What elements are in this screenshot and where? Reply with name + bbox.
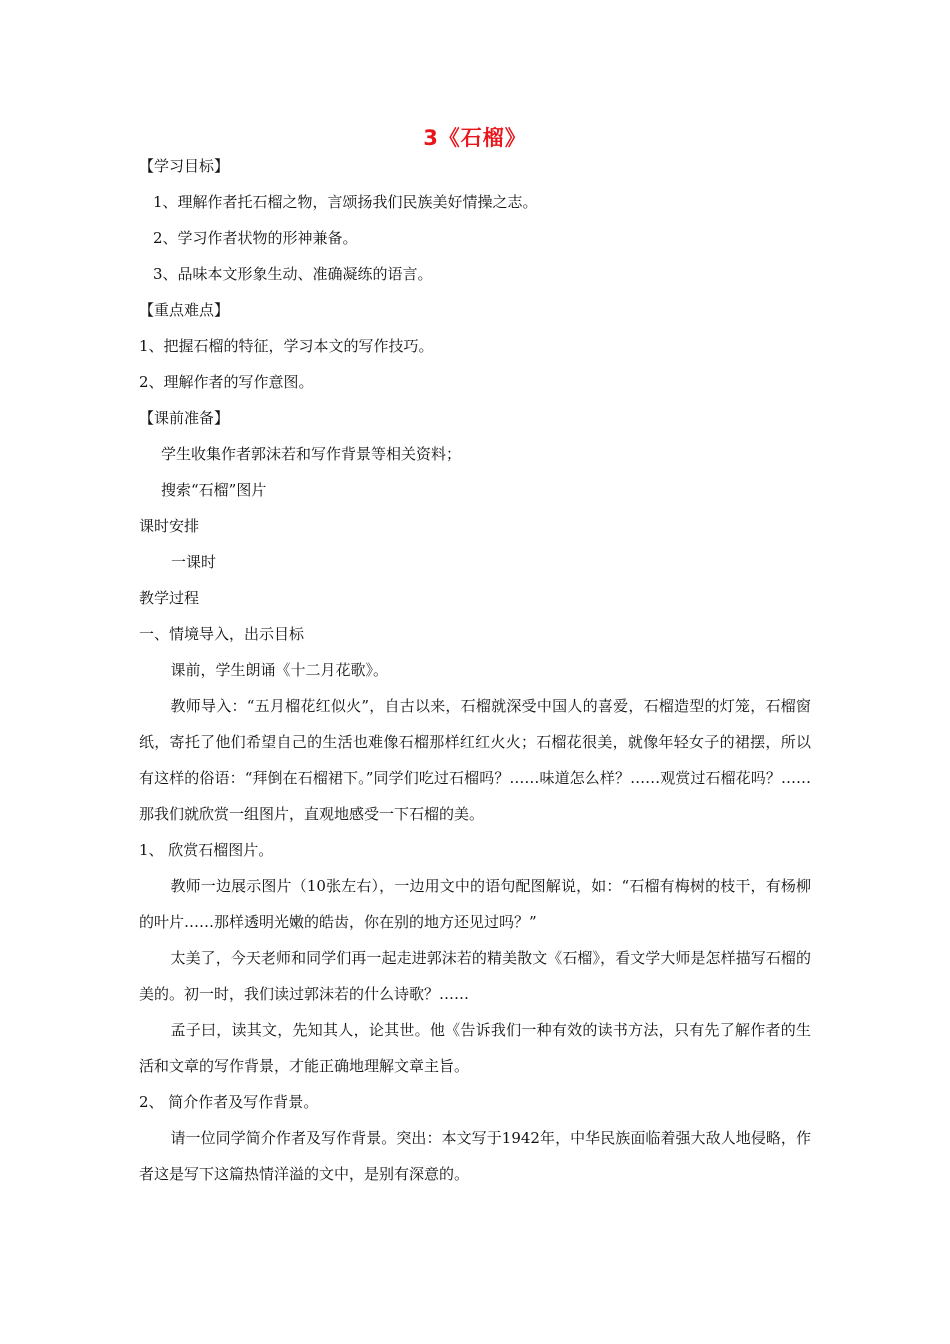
preparation-item: 搜索“石榴”图片 (161, 481, 267, 499)
process-paragraph: 孟子曰，读其文，先知其人，论其世。他《告诉我们一种有效的读书方法，只有先了解作者的生活和文章的写作背景，才能正确地理解文章主旨。 (139, 1021, 811, 1075)
schedule-heading: 课时安排 (139, 517, 200, 535)
objective-item: 2、学习作者状物的形神兼备。 (153, 229, 358, 247)
key-point-item: 1、把握石榴的特征，学习本文的写作技巧。 (139, 337, 434, 355)
process-paragraph: 太美了，今天老师和同学们再一起走进郭沫若的精美散文《石榴》，看文学大师是怎样描写石榴的美的。初一时，我们读过郭沫若的什么诗歌？…… (139, 949, 811, 1003)
preparation-item: 学生收集作者郭沫若和写作背景等相关资料； (161, 445, 462, 463)
process-subheading: 2、 简介作者及写作背景。 (139, 1093, 319, 1111)
objective-item: 3、品味本文形象生动、准确凝练的语言。 (153, 265, 433, 283)
process-paragraph: 教师一边展示图片（10张左右），一边用文中的语句配图解说，如：“石榴有梅树的枝干，有杨柳的叶片……那样透明光嫩的皓齿，你在别的地方还见过吗？” (139, 877, 811, 931)
document-body (139, 148, 811, 1192)
process-subheading: 1、 欣赏石榴图片。 (139, 841, 274, 859)
objectives-heading: 【学习目标】 (139, 157, 230, 175)
document-title: 3《石榴》 (423, 126, 527, 150)
process-step-heading: 一、情境导入，出示目标 (139, 625, 305, 643)
process-heading: 教学过程 (139, 589, 200, 607)
objective-item: 1、理解作者托石榴之物，言颂扬我们民族美好情操之志。 (153, 193, 538, 211)
process-paragraph: 课前，学生朗诵《十二月花歌》。 (170, 661, 389, 679)
key-points-heading: 【重点难点】 (139, 301, 230, 319)
process-paragraph: 请一位同学简介作者及写作背景。突出：本文写于1942年，中华民族面临着强大敌人地侵略，作者这是写下这篇热情洋溢的文中，是别有深意的。 (139, 1129, 811, 1183)
preparation-heading: 【课前准备】 (139, 409, 230, 427)
key-point-item: 2、理解作者的写作意图。 (139, 373, 314, 391)
schedule-value: 一课时 (171, 553, 217, 571)
process-paragraph: 教师导入：“五月榴花红似火”，自古以来，石榴就深受中国人的喜爱，石榴造型的灯笼，石榴窗纸，寄托了他们希望自己的生活也难像石榴那样红红火火；石榴花很美，就像年轻女子的裙摆，所以有这样的俗语：“拜倒在石榴裙下。”同学们吃过石榴吗？……味道怎么样？……观赏过石榴花吗？……那我们就欣赏一组图片，直观地感受一下石榴的美。 (139, 697, 811, 823)
